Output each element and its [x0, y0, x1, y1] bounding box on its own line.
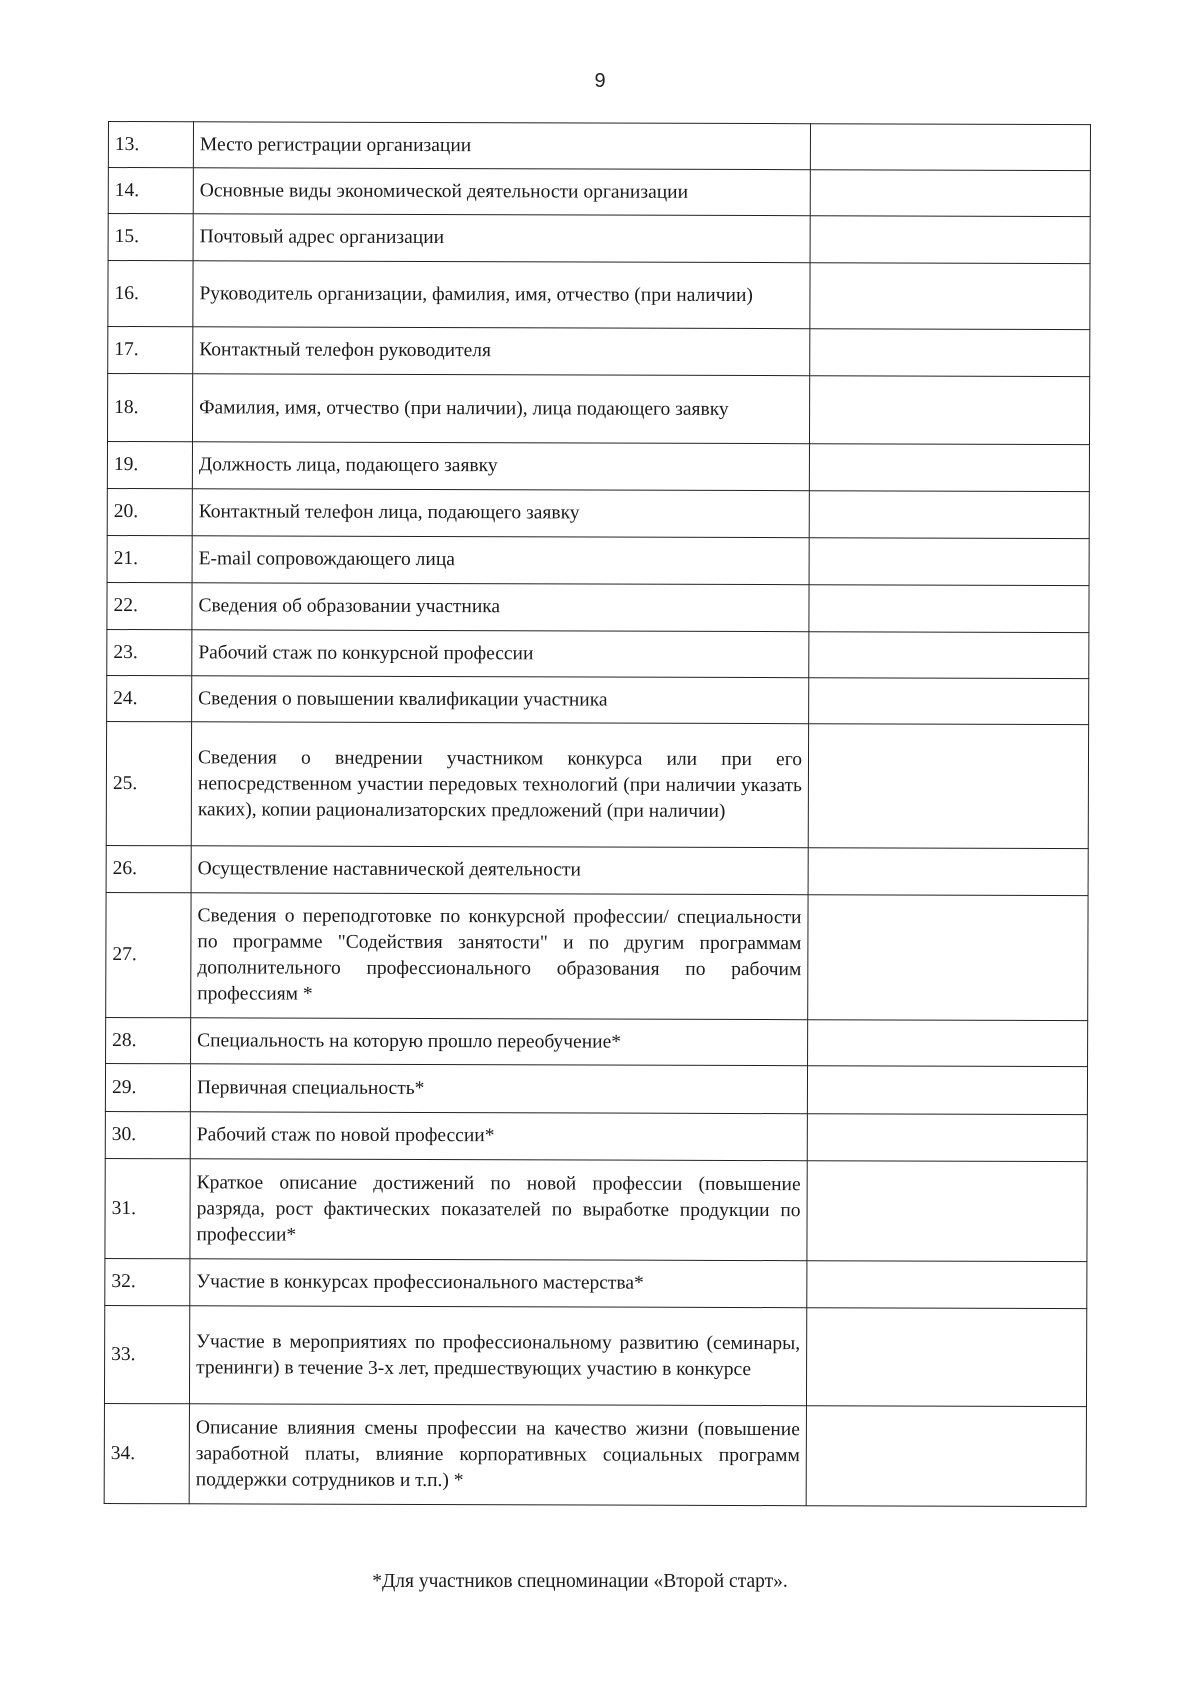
row-number: 18.: [107, 374, 192, 442]
field-label: Основные виды экономической деятельности организации: [193, 168, 810, 216]
row-number: 25.: [106, 721, 191, 845]
row-number: 21.: [107, 535, 192, 582]
field-value-cell[interactable]: [810, 329, 1090, 377]
field-value-cell[interactable]: [809, 585, 1089, 633]
field-label: Рабочий стаж по конкурсной профессии: [192, 630, 809, 678]
field-value-cell[interactable]: [807, 1261, 1087, 1309]
field-label: Контактный телефон лица, подающего заявку: [192, 489, 809, 538]
field-value-cell[interactable]: [807, 1114, 1087, 1162]
row-number: 26.: [106, 845, 191, 892]
row-number: 30.: [105, 1111, 190, 1158]
field-label: Осуществление наставнической деятельности: [191, 846, 808, 895]
field-label: Участие в конкурсах профессионального мастерства*: [190, 1259, 807, 1308]
row-number: 19.: [107, 442, 192, 489]
row-number: 17.: [108, 327, 193, 374]
row-number: 20.: [107, 488, 192, 535]
field-value-cell[interactable]: [809, 491, 1089, 539]
field-value-cell[interactable]: [809, 444, 1089, 492]
field-label: Первичная специальность*: [190, 1064, 807, 1114]
field-value-cell[interactable]: [808, 1020, 1088, 1067]
field-value-cell[interactable]: [806, 1308, 1086, 1407]
row-number: 23.: [107, 629, 192, 675]
field-label: Почтовый адрес организации: [193, 214, 810, 263]
field-value-cell[interactable]: [809, 678, 1089, 725]
field-label: Краткое описание достижений по новой профессии (повышение разряда, рост фактических показателей по выработке продукции по профессии*: [190, 1159, 807, 1261]
field-label: Должность лица, подающего заявку: [192, 442, 809, 491]
table-row: [106, 845, 1088, 895]
row-number: 24.: [107, 675, 192, 721]
table-row: [107, 629, 1089, 678]
field-value-cell[interactable]: [810, 124, 1090, 171]
footnote: *Для участников спецноминации «Второй старт».: [372, 1571, 788, 1592]
field-label: Сведения о переподготовке по конкурсной профессии/ специальности по программе "Содействия занятости" и по другим программам дополнительного профессионального образования по рабочим профессиям *: [191, 893, 808, 1020]
table-row: [107, 488, 1089, 538]
table-row: [106, 892, 1088, 1020]
table-row: [108, 327, 1090, 377]
field-label: Руководитель организации, фамилия, имя, отчество (при наличии): [193, 261, 810, 329]
row-number: 22.: [107, 582, 192, 629]
application-form-table: [104, 121, 1091, 1507]
table-row: [105, 1258, 1087, 1308]
table-row: [107, 374, 1089, 445]
field-value-cell[interactable]: [806, 1406, 1086, 1507]
table-row: [104, 1305, 1086, 1406]
field-label: Сведения об образовании участника: [192, 583, 809, 632]
field-value-cell[interactable]: [808, 724, 1088, 849]
row-number: 33.: [104, 1305, 189, 1403]
field-label: E-mail сопровождающего лица: [192, 536, 809, 585]
row-number: 15.: [108, 214, 193, 261]
table-row: [107, 535, 1089, 585]
field-value-cell[interactable]: [809, 538, 1089, 586]
row-number: 27.: [106, 892, 191, 1017]
field-label: Сведения о внедрении участником конкурса или при его непосредственном участии передовых технологий (при наличии указать каких), копии рационализаторских предложений (при наличии): [191, 722, 808, 848]
table-row: [108, 261, 1090, 330]
row-number: 29.: [105, 1063, 190, 1111]
table-row: [105, 1063, 1087, 1114]
field-label: Сведения о повышении квалификации участника: [192, 676, 809, 724]
table-row: [107, 582, 1089, 632]
row-number: 34.: [104, 1403, 189, 1503]
field-label: Описание влияния смены профессии на качество жизни (повышение заработной платы, влияние корпоративных социальных программ поддержки сотрудников и т.п.) *: [189, 1404, 806, 1506]
field-label: Контактный телефон руководителя: [193, 327, 810, 376]
row-number: 31.: [105, 1158, 190, 1258]
row-number: 13.: [108, 122, 193, 168]
field-value-cell[interactable]: [810, 263, 1090, 330]
field-value-cell[interactable]: [807, 1066, 1087, 1115]
field-value-cell[interactable]: [808, 848, 1088, 896]
row-number: 32.: [105, 1258, 190, 1305]
table-row: [108, 122, 1090, 171]
field-value-cell[interactable]: [810, 216, 1090, 264]
row-number: 28.: [106, 1017, 191, 1063]
table-row: [107, 675, 1089, 724]
field-value-cell[interactable]: [809, 632, 1089, 679]
row-number: 14.: [108, 168, 193, 214]
row-number: 16.: [108, 261, 193, 327]
field-label: Фамилия, имя, отчество (при наличии), лица подающего заявку: [192, 374, 809, 444]
field-label: Специальность на которую прошло переобучение*: [191, 1018, 808, 1066]
page-number: 9: [594, 70, 606, 92]
field-value-cell[interactable]: [807, 1161, 1087, 1262]
table-row: [106, 721, 1088, 848]
field-value-cell[interactable]: [809, 376, 1089, 445]
table-row: [105, 1111, 1087, 1161]
field-label: Участие в мероприятиях по профессиональному развитию (семинары, тренинги) в течение 3-х лет, предшествующих участию в конкурсе: [189, 1306, 806, 1406]
table-row: [108, 168, 1090, 217]
field-value-cell[interactable]: [810, 170, 1090, 217]
field-value-cell[interactable]: [808, 895, 1088, 1021]
table-row: [104, 1403, 1086, 1506]
field-label: Место регистрации организации: [193, 122, 810, 170]
field-label: Рабочий стаж по новой профессии*: [190, 1112, 807, 1161]
table-row: [108, 214, 1090, 264]
table-row: [107, 442, 1089, 492]
table-row: [106, 1017, 1088, 1066]
table-row: [105, 1158, 1087, 1261]
